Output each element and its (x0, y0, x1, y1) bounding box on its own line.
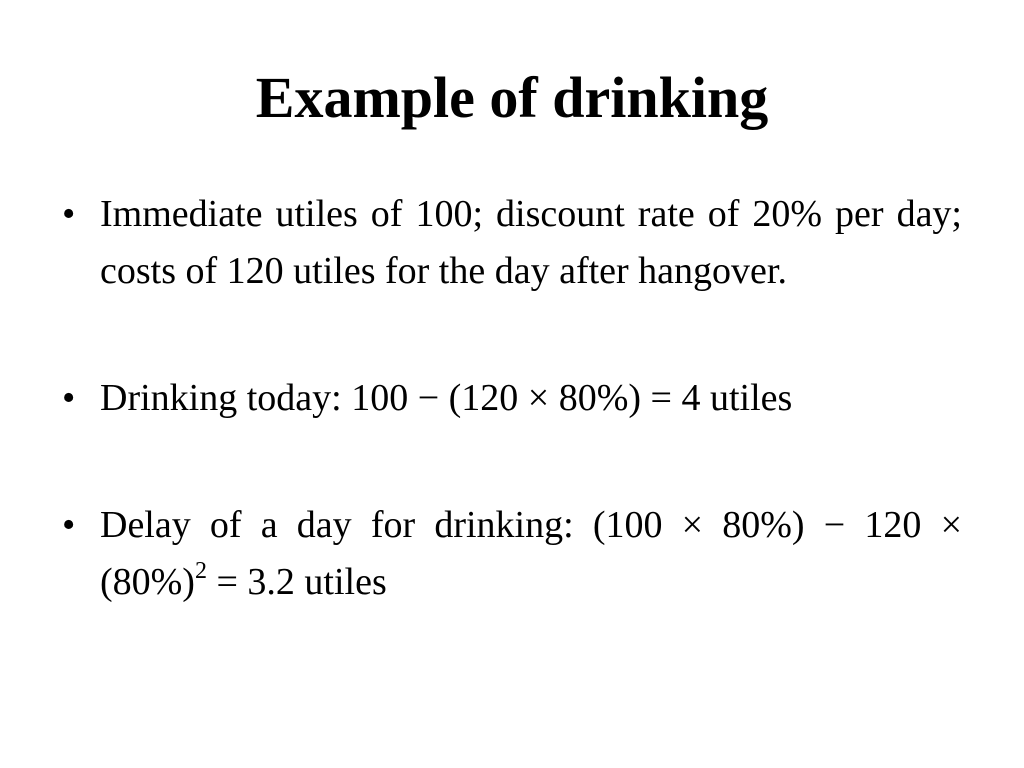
bullet-icon: • (62, 377, 76, 419)
bullet-item-drinking-today (62, 370, 962, 427)
bullet-item-immediate-utiles (62, 186, 962, 300)
bullet-text: Immediate utiles of 100; discount rate of 20% per day; costs of 120 utiles for the day after hangover. (100, 193, 962, 292)
bullet-text-after-superscript: = 3.2 utiles (206, 561, 387, 603)
bullet-icon: • (62, 193, 76, 235)
exponent-superscript: 2 (194, 558, 207, 585)
bullet-list (62, 186, 962, 611)
bullet-text-before-superscript: Delay of a day for drinking: (100 × 80%) − 120 × (80%) (100, 504, 962, 603)
slide-title: Example of drinking (255, 65, 769, 130)
bullet-item-delay-drinking (62, 497, 962, 611)
bullet-text: Drinking today: 100 − (120 × 80%) = 4 utiles (100, 377, 793, 419)
bullet-icon: • (62, 504, 76, 546)
